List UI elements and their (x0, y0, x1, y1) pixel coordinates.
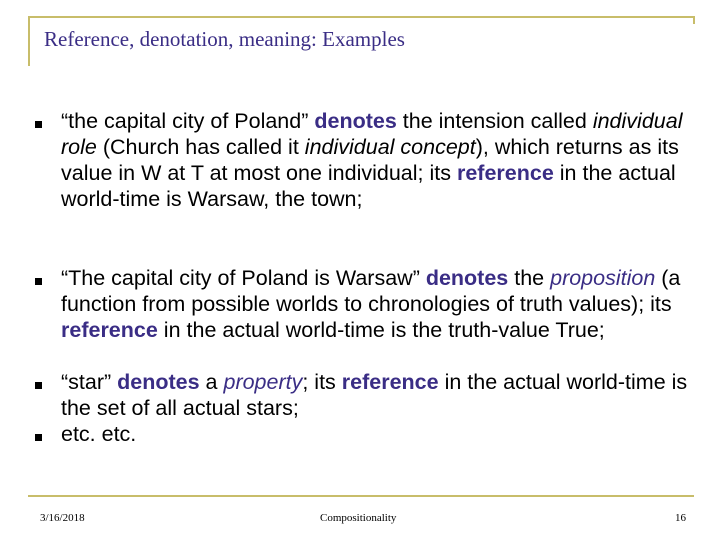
keyword-denotes: denotes (314, 109, 397, 133)
bullet-square-icon (35, 382, 42, 389)
bullet-item-etc (35, 421, 695, 447)
bullet-item-proposition (35, 265, 695, 369)
bullet-text: etc. etc. (61, 422, 137, 446)
keyword-reference: reference (341, 370, 439, 394)
footer-rule (28, 495, 694, 497)
frame-right-rule (693, 16, 695, 24)
page-number: 16 (675, 512, 686, 524)
bullet-text: “The capital city of Poland is Warsaw” denotes the proposition (a function from possible worlds to chronologies of truth values); its reference in the actual world-time is the truth-value True; (61, 266, 681, 342)
keyword-denotes: denotes (425, 266, 509, 290)
footer-title: Compositionality (320, 512, 397, 524)
frame-left-rule (28, 16, 30, 66)
bullet-square-icon (35, 121, 42, 128)
bullet-square-icon (35, 278, 42, 285)
bullet-list (35, 108, 695, 447)
bullet-text: “the capital city of Poland” denotes the intension called individual role (Church has called it individual concept), which returns as its value in W at T at most one individual; its reference in the actual world-time is Warsaw, the town; (61, 109, 683, 211)
keyword-denotes: denotes (117, 370, 200, 394)
term-individual-role: individual role (61, 109, 683, 159)
term-individual-concept: individual concept (304, 135, 476, 159)
bullet-item-capital-city (35, 108, 695, 265)
keyword-reference: reference (456, 161, 554, 185)
bullet-item-star (35, 369, 695, 421)
bullet-text: “star” denotes a property; its reference in the actual world-time is the set of all actual stars; (61, 370, 688, 420)
term-property: property (223, 370, 303, 394)
slide-title: Reference, denotation, meaning: Examples (44, 27, 405, 51)
frame-top-rule (28, 16, 694, 18)
keyword-reference: reference (61, 318, 158, 342)
bullet-square-icon (35, 434, 42, 441)
footer-date: 3/16/2018 (40, 512, 85, 524)
term-proposition: proposition (550, 266, 656, 290)
